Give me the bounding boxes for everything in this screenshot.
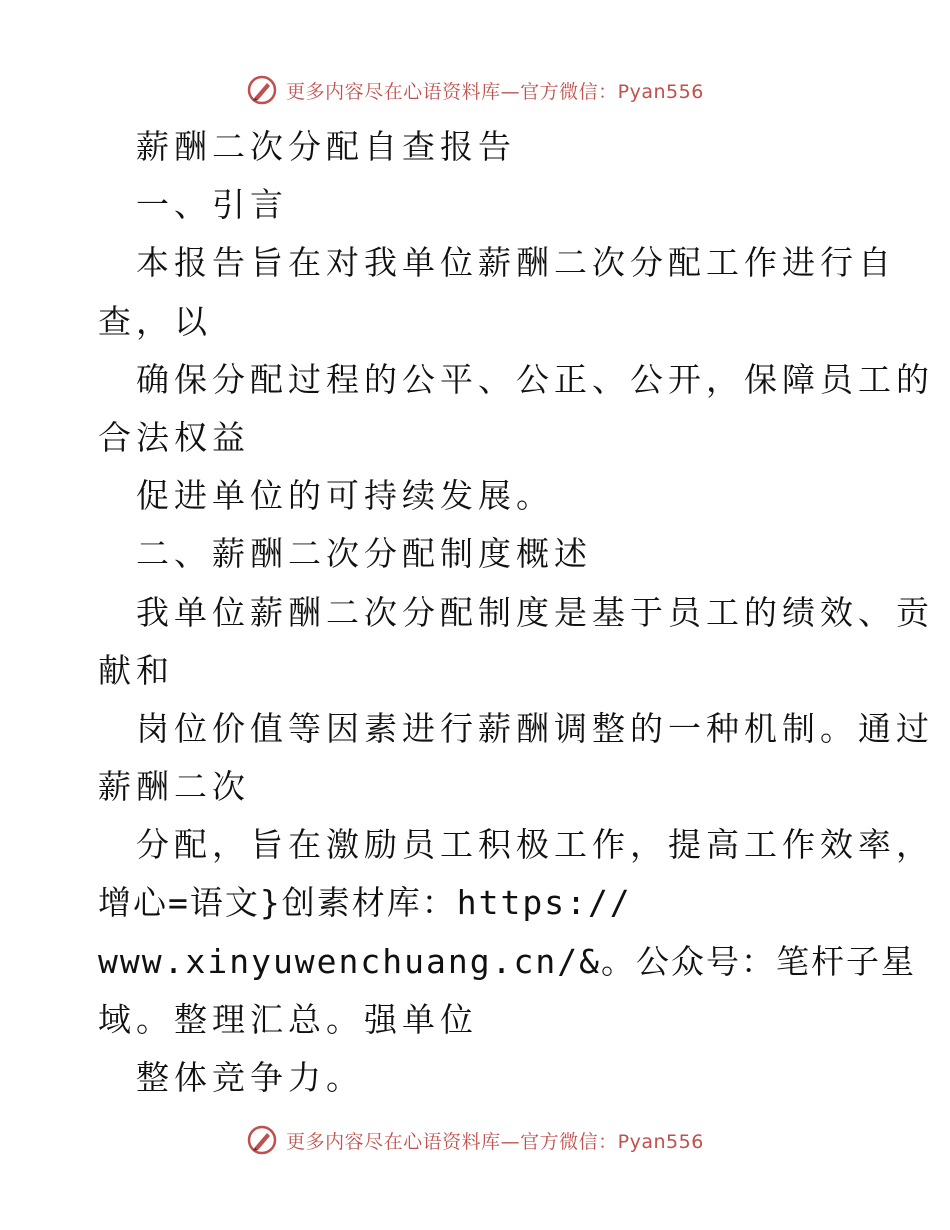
section-heading-introduction: 一、引言 — [136, 185, 288, 225]
pen-logo-icon — [246, 1124, 278, 1156]
paragraph-line: 促进单位的可持续发展。 — [136, 476, 554, 516]
paragraph-line: 我单位薪酬二次分配制度是基于员工的绩效、贡 — [136, 592, 934, 632]
paragraph-line: 本报告旨在对我单位薪酬二次分配工作进行自 — [136, 243, 896, 283]
watermark-text: 更多内容尽在心语资料库—官方微信：Pyan556 — [286, 1130, 704, 1153]
paragraph-line: 分配，旨在激励员工积极工作，提高工作效率， — [136, 825, 934, 865]
header-watermark-banner — [0, 70, 950, 110]
paragraph-line: 岗位价值等因素进行薪酬调整的一种机制。通过 — [136, 708, 934, 748]
paragraph-line: 薪酬二次 — [98, 767, 250, 807]
section-heading-overview: 二、薪酬二次分配制度概述 — [136, 534, 592, 574]
paragraph-line: 献和 — [98, 650, 174, 690]
footer-watermark-banner — [0, 1120, 950, 1160]
paragraph-line: 整体竞争力。 — [136, 1058, 364, 1097]
watermark-text: 更多内容尽在心语资料库—官方微信：Pyan556 — [286, 80, 704, 103]
paragraph-line: 查，以 — [98, 301, 212, 341]
paragraph-line: 确保分配过程的公平、公正、公开，保障员工的 — [136, 359, 934, 399]
pen-logo-icon — [246, 74, 278, 106]
paragraph-line: 合法权益 — [98, 417, 250, 457]
document-title: 薪酬二次分配自查报告 — [136, 127, 516, 166]
paragraph-line: 域。整理汇总。强单位 — [98, 999, 478, 1039]
document-body — [98, 118, 934, 1107]
paragraph-line-url: 增心=语文}创素材库：https:// — [98, 883, 632, 923]
paragraph-line-url: www.xinyuwenchuang.cn/&。公众号：笔杆子星 — [98, 941, 916, 981]
